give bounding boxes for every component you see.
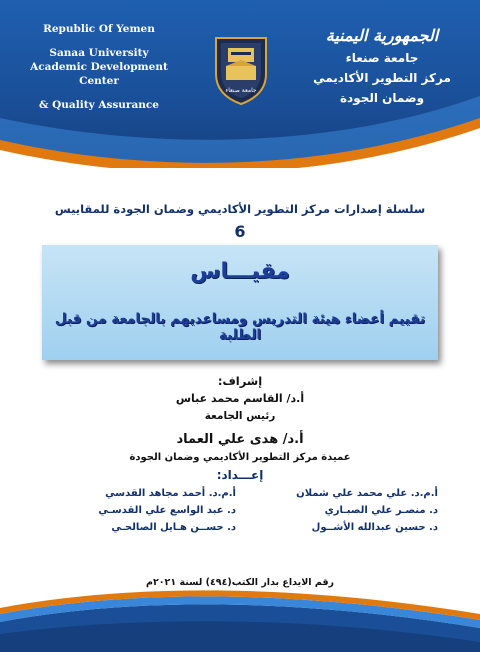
- university-logo: [212, 34, 270, 106]
- en-center: Academic Development Center: [30, 61, 168, 87]
- series-title: سلسلة إصدارات مركز التطوير الأكاديمي وضمان الجودة للمقاييس: [54, 202, 426, 216]
- supervisor-1-role: رئيس الجامعة: [204, 410, 276, 422]
- footer-swoosh-decoration: [0, 584, 480, 652]
- authors-list: [48, 488, 438, 533]
- author-item: أ.م.د. علي محمد علي شملان: [296, 488, 438, 499]
- english-header: [14, 22, 184, 112]
- author-item: أ.م.د. أحمد مجاهد القدسي: [105, 488, 236, 499]
- supervision-label: إشراف:: [217, 374, 263, 388]
- preparation-label: إعـــداد:: [216, 468, 264, 482]
- ar-university: جامعة صنعاء: [345, 51, 419, 65]
- ar-center: مركز التطوير الأكاديمي: [313, 71, 451, 85]
- en-quality: & Quality Assurance: [39, 99, 159, 111]
- en-university: Sanaa University: [49, 47, 149, 59]
- deposit-number: رقم الايداع بدار الكتب(٤٩٤) لسنة ٢٠٢١م: [145, 577, 335, 588]
- scale-title: مقيـــاس: [190, 259, 290, 284]
- arabic-header: [302, 24, 462, 108]
- ar-quality: وضمان الجودة: [339, 91, 425, 105]
- supervisor-2-name: أ.د/ هدى علي العماد: [176, 432, 304, 447]
- author-item: د. عبد الواسع علي القدسـي: [98, 505, 236, 516]
- title-box: [42, 245, 438, 360]
- series-number: 6: [234, 222, 246, 241]
- author-item: د. حســن هـايل الصالحـي: [111, 522, 236, 533]
- author-item: د. حسين عبدالله الأشــول: [311, 522, 438, 533]
- header-banner: [0, 0, 480, 168]
- ar-country: الجمهورية اليمنية: [325, 26, 439, 45]
- author-item: د. منصـر علي الصبـاري: [324, 505, 438, 516]
- en-country: Republic Of Yemen: [43, 23, 155, 35]
- supervisor-1-name: أ.د/ القاسم محمد عباس: [175, 392, 305, 405]
- supervisor-2-role: عميدة مركز التطوير الأكاديمي وضمان الجودة: [129, 452, 351, 463]
- scale-subtitle: تقييم أعضاء هيئة التدريس ومساعديهم بالجامعة من قبل الطلبة: [54, 311, 426, 343]
- logo-text: جامعة صنعاء: [225, 87, 257, 94]
